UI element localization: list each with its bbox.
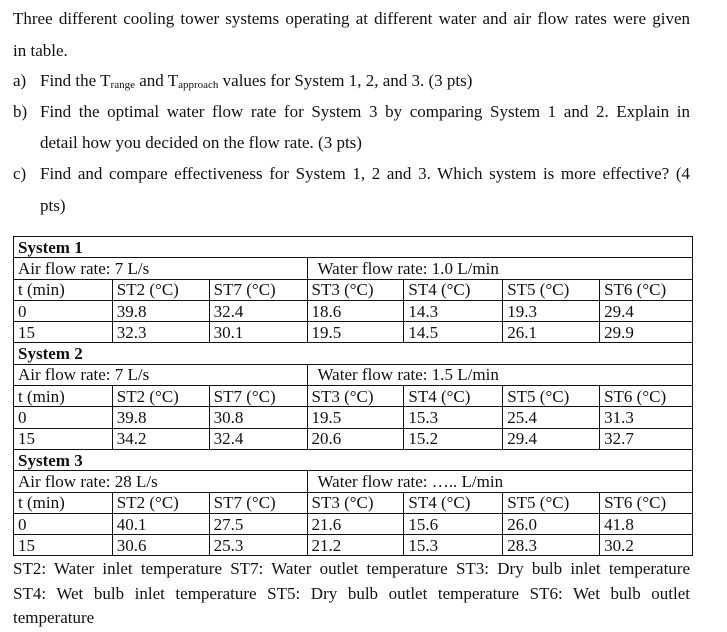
column-header: ST7 (°C) [209, 386, 307, 407]
table-cell: 39.8 [112, 407, 209, 428]
system-title: System 1 [14, 237, 693, 258]
system-title: System 3 [14, 449, 693, 470]
text-segment: Find and compare effectiveness for System 1, 2 and 3. Which system is more effective? (4 [40, 164, 690, 183]
system-title: System 2 [14, 343, 693, 364]
column-header: ST6 (°C) [600, 279, 693, 300]
column-header: ST2 (°C) [112, 492, 209, 513]
table-cell: 32.3 [112, 322, 209, 343]
question-text [40, 102, 690, 122]
question-text [40, 71, 690, 91]
text-segment: Find the T [40, 71, 111, 90]
column-header-row [14, 386, 693, 407]
table-cell: 32.7 [600, 428, 693, 449]
column-header-row [14, 492, 693, 513]
column-header: ST2 (°C) [112, 279, 209, 300]
text-segment: detail how you decided on the flow rate. (3 pts) [40, 133, 362, 152]
text-segment: pts) [40, 196, 66, 215]
column-header: ST3 (°C) [307, 492, 404, 513]
table-cell: 15.2 [404, 428, 503, 449]
question-label: b) [13, 102, 28, 121]
table-cell: 15 [14, 428, 113, 449]
table-cell: 14.5 [404, 322, 503, 343]
table-cell: 15 [14, 535, 113, 556]
table-cell: 19.3 [503, 300, 600, 321]
air-flow-rate: Air flow rate: 7 L/s [14, 364, 308, 385]
table-row [14, 535, 693, 556]
table-cell: 30.1 [209, 322, 307, 343]
column-header: ST7 (°C) [209, 492, 307, 513]
table-cell: 30.8 [209, 407, 307, 428]
cooling-tower-data-table [13, 236, 693, 556]
column-header: ST4 (°C) [404, 386, 503, 407]
column-header: ST5 (°C) [503, 492, 600, 513]
question-text [40, 133, 690, 153]
table-row [14, 428, 693, 449]
table-cell: 0 [14, 513, 113, 534]
table-row [14, 300, 693, 321]
flow-rate-row [14, 364, 693, 385]
table-cell: 41.8 [600, 513, 693, 534]
column-header: t (min) [14, 279, 113, 300]
table-cell: 26.0 [503, 513, 600, 534]
table-cell: 34.2 [112, 428, 209, 449]
column-header-row [14, 279, 693, 300]
column-header: ST5 (°C) [503, 279, 600, 300]
question-label: c) [13, 164, 27, 183]
flow-rate-row [14, 258, 693, 279]
flow-rate-row [14, 471, 693, 492]
table-cell: 21.2 [307, 535, 404, 556]
subscript: approach [178, 79, 219, 91]
table-cell: 30.6 [112, 535, 209, 556]
text-segment: and T [134, 71, 179, 90]
table-cell: 15.3 [404, 407, 503, 428]
table-row [14, 407, 693, 428]
text-segment: values for System 1, 2, and 3. (3 pts) [218, 71, 473, 90]
table-cell: 19.5 [307, 407, 404, 428]
water-flow-rate: Water flow rate: 1.0 L/min [307, 258, 693, 279]
table-cell: 19.5 [307, 322, 404, 343]
table-cell: 25.3 [209, 535, 307, 556]
column-header: ST3 (°C) [307, 279, 404, 300]
air-flow-rate: Air flow rate: 7 L/s [14, 258, 308, 279]
table-cell: 31.3 [600, 407, 693, 428]
column-header: t (min) [14, 492, 113, 513]
table-cell: 39.8 [112, 300, 209, 321]
table-cell: 25.4 [503, 407, 600, 428]
table-cell: 20.6 [307, 428, 404, 449]
table-cell: 14.3 [404, 300, 503, 321]
table-cell: 0 [14, 300, 113, 321]
column-header: ST5 (°C) [503, 386, 600, 407]
table-row [14, 513, 693, 534]
column-header: ST4 (°C) [404, 279, 503, 300]
table-cell: 30.2 [600, 535, 693, 556]
table-cell: 29.4 [503, 428, 600, 449]
table-row [14, 322, 693, 343]
column-header: ST6 (°C) [600, 492, 693, 513]
table-cell: 27.5 [209, 513, 307, 534]
table-cell: 40.1 [112, 513, 209, 534]
table-cell: 18.6 [307, 300, 404, 321]
table-cell: 32.4 [209, 428, 307, 449]
legend-line-2: ST4: Wet bulb inlet temperature ST5: Dry bulb outlet temperature ST6: Wet bulb outlet [13, 584, 690, 603]
table-cell: 32.4 [209, 300, 307, 321]
intro-line-2: in table. [13, 41, 68, 60]
question-label: a) [13, 71, 27, 90]
column-header: ST3 (°C) [307, 386, 404, 407]
question-text [40, 196, 690, 216]
legend-line-1: ST2: Water inlet temperature ST7: Water outlet temperature ST3: Dry bulb inlet temperature [13, 559, 690, 578]
column-header: t (min) [14, 386, 113, 407]
table-cell: 21.6 [307, 513, 404, 534]
water-flow-rate: Water flow rate: ….. L/min [307, 471, 693, 492]
table-cell: 15.3 [404, 535, 503, 556]
question-text [40, 164, 690, 184]
table-cell: 15.6 [404, 513, 503, 534]
table-cell: 29.4 [600, 300, 693, 321]
table-cell: 15 [14, 322, 113, 343]
column-header: ST7 (°C) [209, 279, 307, 300]
water-flow-rate: Water flow rate: 1.5 L/min [307, 364, 693, 385]
table-cell: 28.3 [503, 535, 600, 556]
column-header: ST6 (°C) [600, 386, 693, 407]
legend-line-3: temperature [13, 608, 95, 627]
column-header: ST2 (°C) [112, 386, 209, 407]
intro-line-1: Three different cooling tower systems operating at different water and air flow rates were given [13, 9, 690, 28]
column-header: ST4 (°C) [404, 492, 503, 513]
air-flow-rate: Air flow rate: 28 L/s [14, 471, 308, 492]
table-cell: 29.9 [600, 322, 693, 343]
system-title-row [14, 343, 693, 364]
system-title-row [14, 237, 693, 258]
subscript: range [110, 79, 135, 91]
table-cell: 0 [14, 407, 113, 428]
table-cell: 26.1 [503, 322, 600, 343]
system-title-row [14, 449, 693, 470]
text-segment: Find the optimal water flow rate for System 3 by comparing System 1 and 2. Explain in [40, 102, 690, 121]
